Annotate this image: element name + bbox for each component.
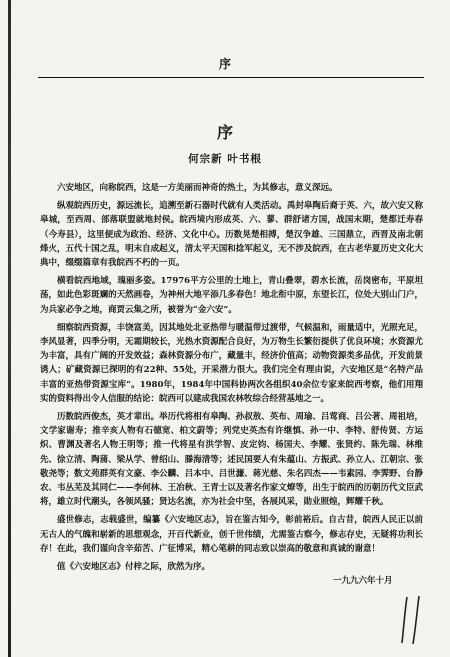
preface-title: 序 (216, 123, 233, 142)
running-head: 序 (218, 57, 231, 71)
binding-edge (8, 0, 11, 657)
paragraph: 横看皖西地域，瑰丽多姿。17976平方公里的土地上，青山叠翠，碧水长流，岳岗密布，平原坦荡，如此色彩斑斓的天然画卷，为神州大地平添几多春色！地北衔中原，东望长江，位处大别山门户，为兵家必争之地，商贾云集之所，被誉为“金六安”。 (40, 276, 423, 315)
date-signoff: 一九九六年十月 (333, 576, 393, 586)
paragraph: 六安地区，向称皖西，这是一方美丽而神奇的热土，为其修志，意义深远。 (57, 183, 338, 193)
paragraph: 值《六安地区志》付梓之际，欣然为序。 (57, 562, 211, 573)
paragraph: 纵观皖西历史，源远流长，追溯至新石器时代就有人类活动。禹封皋陶后裔于英、六，故六安又称皋城，至西周、部落联盟就地封侯。皖西境内形成英、六、蓼、群舒诸方国，战国末期，楚都迁寿春（今寿县），这里便成为政治、经济、文化中心。历数晃楚相搏，楚汉争雄、三国鼎立，西晋及南北朝烽火，五代十国之乱，明末自成起义，清太平天国和捻军起义，无不涉及皖西，在古老华夏历史文化大典中，缀缀篇章有我皖西不朽的一页。 (40, 201, 423, 269)
paragraph: 历数皖西俊杰，英才辈出。举历代将相有皋陶、孙叔敖、英布、周瑜、吕莺商、吕公著、周祖培，文学家谢寿；推辛亥人物有石德宽、柏文蔚等；列党史英杰有许继慎、孙一中、李特、舒传贤、方运炽、曹渊及著名人物王明等；推一代将星有洪学智、皮定钧、杨国夫、李耀、张贤约、陈先瑞、林维先、徐立清、陶蒲、梁从学、曾绍山、滕海清等；述民国要人有朱蕴山、方振武、孙立人、江朝宗、张敬尧等；数文苑群英有文豪、李公麟、吕本中、吕世濂、蒋光慈、朱名四杰——韦素园、李霁野、台静农、韦丛芜及其同仁——李何林、王冶秋、王青士以及著名作家文燎等，出生于皖西的历朝历代文臣武将，雄立时代潮头，各领风骚；贤达名流，亦为社会中坚，各展风采，勋业照煌，辉耀千秋。 (40, 412, 423, 508)
handwritten-mark (398, 594, 428, 646)
preface-body (40, 181, 423, 578)
paragraph: 细察皖西资源，丰饶富美，因其地处北亚热带与暖温带过渡带，气候温和，雨量适中，光照充足，李风显著，四季分明，无霜期较长，光热水资源配合良好，为万物生长繁衍提供了优良环境；水资源尤为丰富，具有广阔的开发效益；森林资源分布广，藏量丰，经济价值高；动物资源类多品优，开发前景诱人；矿藏资源已探明的有22种、55处，开采潜力很大。我们完全有理由说，六安地区是“名特产品丰富的亚热带资源宝库”。1980年，1984年中国科协两次各组织40余位专家来皖西考察，他们用翔实的资料得出令人信服的结论：皖西可以建成我国农林牧综合经营基地之一。 (40, 322, 423, 404)
paragraph: 盛世修志，志载盛世，编纂《六安地区志》，旨在鉴古知今，彰前裕后。自古昔，皖西人民正以前无古人的气魄和崭新的思想观念，开百代新业，创千世伟绩，尤需鉴古察今，修志存史，无疑将功利长存！在此，我们谨向含辛茹苦、广征博采，精心笔耕的同志致以崇高的敬意和真诚的谢意！ (40, 515, 423, 554)
header-rule (38, 77, 424, 78)
authors-line: 何宗新 叶书根 (188, 153, 262, 165)
